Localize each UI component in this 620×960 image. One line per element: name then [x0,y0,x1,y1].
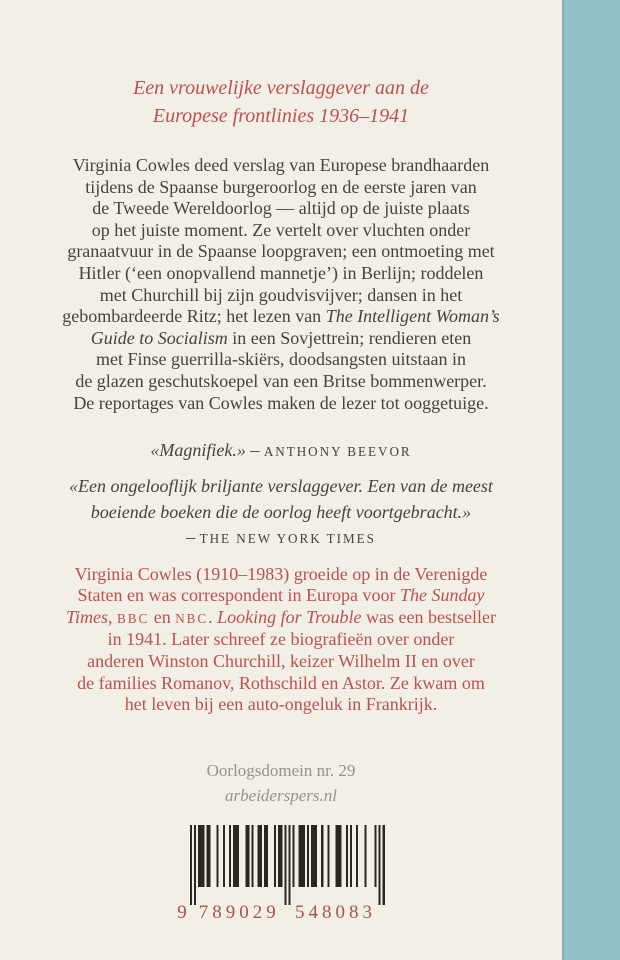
text-line [0,306,562,328]
text-segment: op het juiste moment. Ze vertelt over vluchten onder [91,219,471,240]
text-line [0,263,562,285]
text-line [0,241,562,263]
text-line [0,198,562,220]
text-segment: . [208,606,218,627]
text-segment: Looking for Trouble [217,606,362,627]
text-segment: NBC [175,610,209,626]
text-segment: Guide to Socialism [90,327,228,348]
text-segment: , [108,606,118,627]
text-line [0,673,562,695]
text-segment: anderen Winston Churchill, keizer Wilhelm II en over [87,651,475,671]
text-line [0,694,562,716]
text-line [0,74,562,102]
text-segment: Staten en was correspondent in Europa voor [77,585,400,606]
text-line [0,564,562,586]
text-segment: ANTHONY BEEVOR [263,444,412,460]
text-segment: – [186,527,200,548]
isbn-digit-group: 9 [177,901,187,921]
text-line [0,500,562,526]
text-line [0,102,562,130]
text-segment: «Magnifiek.» [150,440,246,461]
text-segment: de Tweede Wereldoorlog — altijd op de juiste plaats [92,198,470,219]
author-bio [0,564,562,716]
text-segment: was een bestseller [361,606,496,627]
barcode-bars [176,825,386,921]
barcode [0,825,562,926]
text-segment: boeiende boeken die de oorlog heeft voortgebracht.» [90,501,472,522]
text-line [0,474,562,500]
tagline [0,74,562,130]
text-line [0,177,562,199]
text-segment: Een vrouwelijke verslaggever aan de [133,77,429,99]
text-line [0,285,562,307]
text-line [0,629,562,651]
text-line [0,220,562,242]
text-segment: Times [66,606,109,627]
text-line [0,525,562,552]
text-segment: in 1941. Later schreef ze biografieën over onder [107,629,455,650]
text-segment: tijdens de Spaanse burgeroorlog en de eerste jaren van [85,176,477,197]
review-quote-nyt [0,474,562,552]
text-segment: Virginia Cowles deed verslag van Europese brandhaarden [72,155,490,175]
text-segment: granaatvuur in de Spaanse loopgraven; een ontmoeting met [67,241,495,262]
text-segment: BBC [117,610,150,626]
text-segment: – [245,440,264,461]
text-segment: Virginia Cowles (1910–1983) groeide op in de Verenigde [74,563,488,584]
isbn-digit-group: 789029 [198,901,280,921]
text-line [0,155,562,177]
text-segment: The Intelligent Woman’s [325,306,500,327]
text-segment: de glazen geschutskoepel van een Britse bommenwerper. [75,370,487,391]
synopsis [0,155,562,414]
text-segment: met Churchill bij zijn goudvisvijver; dansen in het [99,284,463,305]
text-segment: The Sunday [399,585,485,606]
text-line [0,371,562,393]
series-label: Oorlogsdomein nr. 29 [206,760,356,780]
text-line [0,349,562,371]
text-segment: de families Romanov, Rothschild en Astor. Ze kwam om [77,672,485,693]
text-line [0,328,562,350]
text-segment: Europese frontlinies 1936–1941 [152,105,410,127]
text-line [0,651,562,673]
publisher-website: arbeiderspers.nl [225,785,337,805]
text-segment: THE NEW YORK TIMES [199,531,376,547]
review-quote-beevor [0,439,562,463]
text-segment: en [149,606,176,627]
text-line [0,393,562,415]
text-segment: De reportages van Cowles maken de lezer tot ooggetuige. [73,392,489,413]
text-segment: «Een ongelooflijk briljante verslaggever. Een van de meest [69,476,493,497]
text-segment: in een Sovjettrein; rendieren eten [227,327,472,348]
spine-color-band [562,0,620,960]
isbn-digit-group: 548083 [295,901,376,921]
text-segment: gebombardeerde Ritz; het lezen van [62,306,326,327]
text-line [0,607,562,630]
text-segment: met Finse guerrilla-skiërs, doodsangsten uitstaan in [96,349,466,370]
text-line [0,585,562,607]
text-segment: het leven bij een auto-ongeluk in Frankrijk. [124,694,438,715]
text-segment: Hitler (‘een onopvallend mannetje’) in Berlijn; roddelen [78,262,484,283]
text-line [0,439,562,463]
